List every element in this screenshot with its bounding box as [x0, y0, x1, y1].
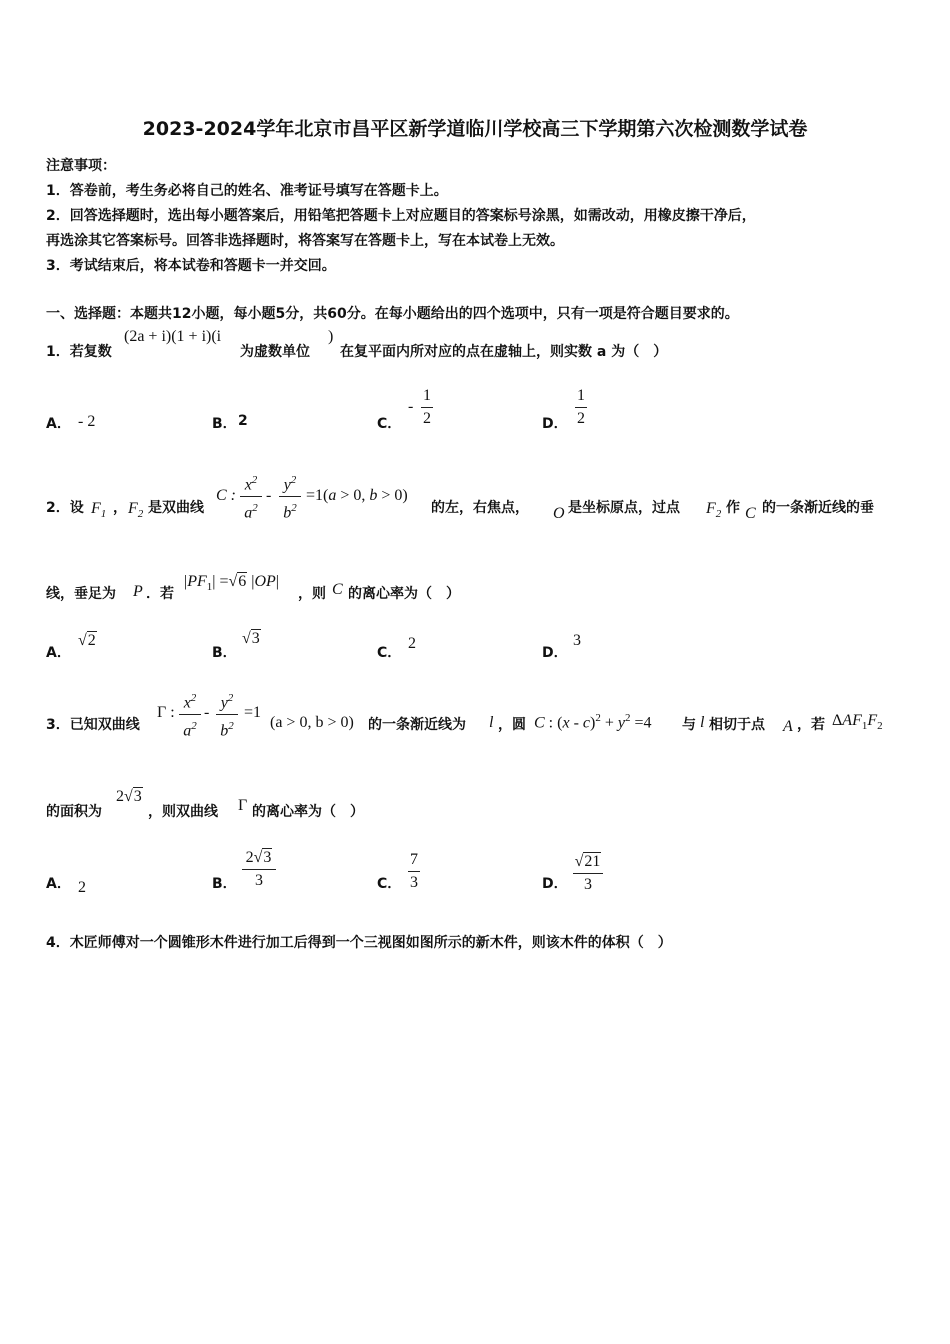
numerator: 1	[577, 387, 585, 404]
option-label-a: A．	[46, 416, 71, 432]
option-label-b: B．	[212, 645, 237, 661]
page-title: 2023-2024学年北京市昌平区新学道临川学校高三下学期第六次检测数学试卷	[142, 118, 808, 140]
q2-c: C	[332, 581, 343, 598]
q2-x-fraction: $x^2$ $a^2$	[240, 470, 262, 524]
option-label-d: D．	[542, 416, 568, 432]
notice-heading: 注意事项：	[46, 158, 116, 174]
q2-option-a-value: √2	[78, 632, 96, 649]
q1-option-c-sign: -	[408, 398, 414, 415]
q3-option-b-fraction: 2√3 3	[242, 848, 276, 891]
option-label-b: B．	[212, 876, 237, 892]
q1-option-d-fraction	[575, 386, 587, 429]
q3-option-c-fraction: 7 3	[410, 851, 418, 891]
q2-o-text: 是坐标原点，过点	[568, 500, 680, 516]
denominator: 2	[423, 410, 431, 427]
notice-item: 3．考试结束后，将本试卷和答题卡一并交回。	[46, 258, 336, 274]
option-label-a: A．	[46, 645, 71, 661]
q3-option-d-fraction: √21 3	[573, 852, 603, 895]
q3-prefix: 3．已知双曲线	[46, 717, 140, 733]
q1-prefix: 1．若复数	[46, 344, 112, 360]
q2-f2-point: $F_2$	[706, 500, 722, 521]
q3-t4: 相切于点	[709, 717, 765, 733]
q2-option-b-value: √3	[242, 630, 260, 647]
q2-zuo: 作	[726, 500, 740, 516]
option-label-c: C．	[377, 645, 402, 661]
q3-eq: =1	[244, 704, 262, 721]
q2-curve-c: C	[745, 505, 756, 522]
q3-gamma: Γ :	[157, 704, 175, 721]
q3-gamma2: Γ	[238, 797, 248, 814]
numerator: 1	[423, 387, 431, 404]
q2-mid: 是双曲线	[148, 500, 204, 516]
q2-origin: O	[553, 505, 565, 522]
notice-item: 2．回答选择题时，选出每小题答案后，用铅笔把答题卡上对应题目的答案标号涂黑，如需改动，用橡皮擦干净后，	[46, 208, 756, 224]
q1-expression: (2a + i)(1 + i)(i	[124, 328, 222, 345]
notice-item: 1．答卷前，考生务必将自己的姓名、准考证号填写在答题卡上。	[46, 183, 448, 199]
q3-l2: l	[700, 714, 705, 731]
q2-suffix1: 的左，右焦点，	[431, 500, 529, 516]
option-label-b: B．	[212, 416, 237, 432]
q2-f2: $F_2$	[128, 500, 144, 521]
option-label-a: A．	[46, 876, 71, 892]
q3-option-a-value: 2	[78, 879, 86, 896]
q3-triangle: $\Delta AF_1F_2$	[832, 712, 883, 733]
q3-minus: -	[204, 704, 210, 721]
q2-condition: =1(a > 0, b > 0)	[306, 487, 408, 504]
option-label-d: D．	[542, 876, 568, 892]
q1-note: 为虚数单位	[240, 344, 310, 360]
q2-f1: $F_1$	[91, 500, 107, 521]
q2-suffix2: 的一条渐近线的垂	[762, 500, 874, 516]
q2-line2-b: ．若	[146, 586, 174, 602]
q2-line2-c: ，则	[298, 586, 326, 602]
q2-condition-eq: $|PF_1| =√6$ |OP|	[184, 573, 279, 594]
q3-condition: (a > 0, b > 0)	[270, 714, 354, 731]
q2-option-d-value: 3	[573, 632, 581, 649]
q2-p: P	[133, 583, 143, 600]
section-heading: 一、选择题：本题共12小题，每小题5分，共60分。在每小题给出的四个选项中，只有一项是符合题目要求的。	[46, 306, 739, 322]
q2-sep: ，	[113, 500, 127, 516]
q3-line2-b: ，则双曲线	[148, 804, 218, 820]
q2-prefix: 2．设	[46, 500, 84, 516]
q3-t2: ，圆	[498, 717, 526, 733]
q1-suffix: 在复平面内所对应的点在虚轴上，则实数 a 为（ ）	[340, 344, 668, 360]
q3-y-fraction: $y^2$ $b^2$	[216, 688, 238, 742]
q2-option-c-value: 2	[408, 635, 416, 652]
q3-l: l	[489, 714, 494, 731]
q3-line2-c: 的离心率为（ ）	[252, 804, 364, 820]
q1-option-a-value: - 2	[78, 413, 96, 430]
q2-line2-a: 线，垂足为	[46, 586, 116, 602]
denominator: 2	[577, 410, 585, 427]
q3-a: A	[783, 718, 793, 735]
q2-minus: -	[266, 487, 272, 504]
question-4: 4．木匠师傅对一个圆锥形木件进行加工后得到一个三视图如图所示的新木件，则该木件的体积（ ）	[46, 935, 672, 951]
q2-y-fraction: $y^2$ $b^2$	[279, 470, 301, 524]
q3-t5: ，若	[797, 717, 825, 733]
q3-t1: 的一条渐近线为	[368, 717, 466, 733]
q3-circle-eq: C : $(x - c)^2 + y^2 =4$	[534, 712, 652, 732]
q2-curve-name: C :	[216, 487, 236, 504]
q3-line2-a: 的面积为	[46, 804, 102, 820]
q3-t3: 与	[682, 717, 696, 733]
q3-area: 2√3	[116, 788, 142, 805]
q1-close-paren: )	[328, 328, 334, 345]
notice-item: 再选涂其它答案标号。回答非选择题时，将答案写在答题卡上，写在本试卷上无效。	[46, 233, 564, 249]
q3-x-fraction: $x^2$ $a^2$	[179, 688, 201, 742]
option-label-d: D．	[542, 645, 568, 661]
q1-option-c-fraction	[421, 386, 433, 429]
q1-option-b-value: 2	[238, 413, 248, 429]
q2-line2-d: 的离心率为（ ）	[348, 586, 460, 602]
option-label-c: C．	[377, 416, 402, 432]
option-label-c: C．	[377, 876, 402, 892]
